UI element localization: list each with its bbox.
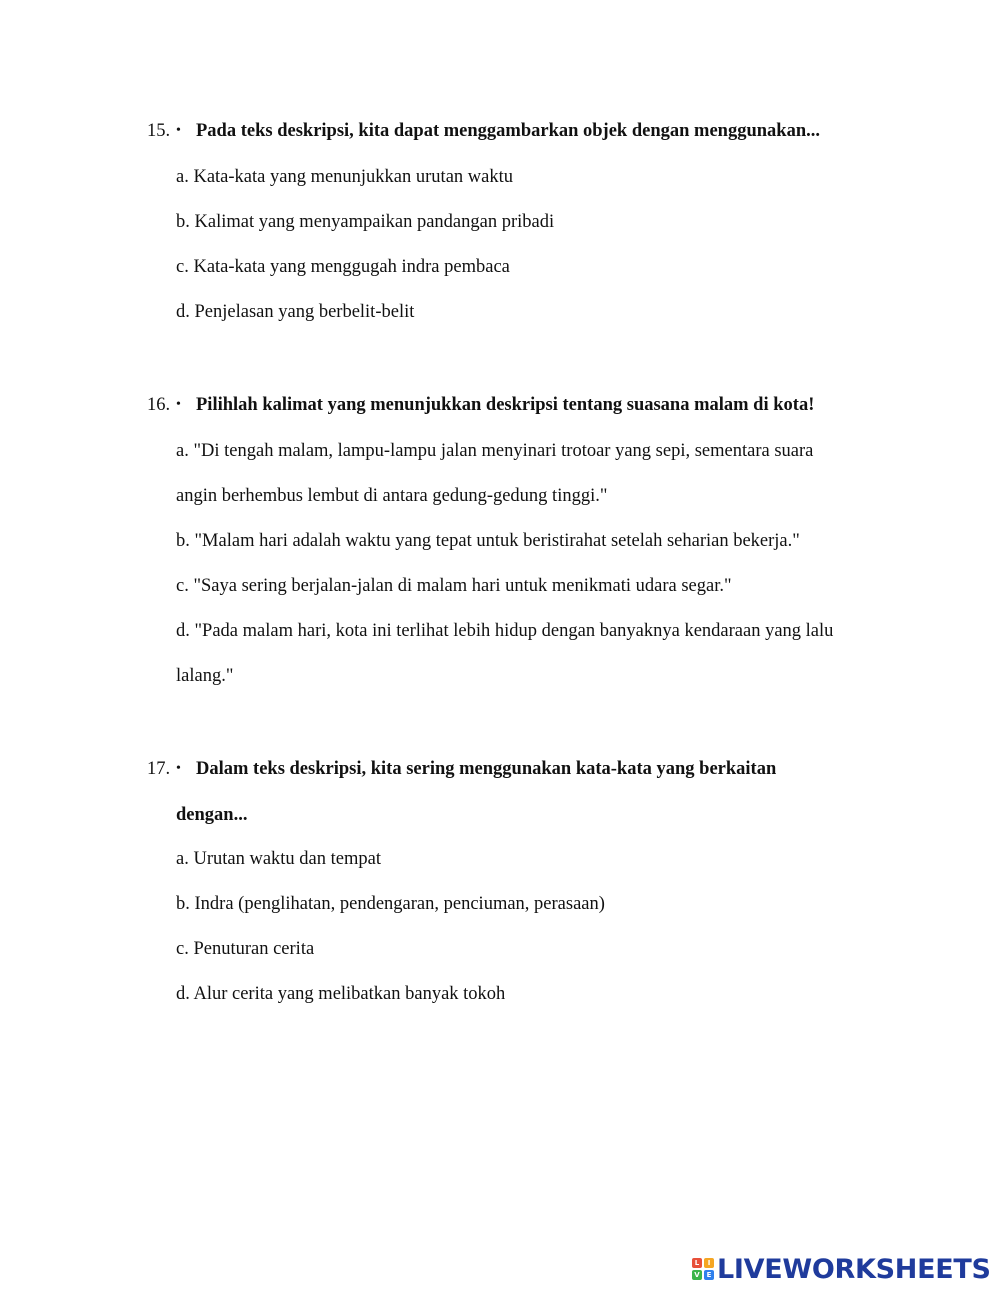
option-c: c. Kata-kata yang menggugah indra pembaca: [176, 257, 510, 277]
question-stem: Dalam teks deskripsi, kita sering menggunakan kata-kata yang berkaitan: [196, 759, 777, 779]
option-c: c. "Saya sering berjalan-jalan di malam hari untuk menikmati udara segar.": [176, 576, 732, 596]
logo-mark-icon: [692, 1258, 714, 1280]
option-d: d. Penjelasan yang berbelit-belit: [176, 302, 415, 322]
option-b: b. Indra (penglihatan, pendengaran, penciuman, perasaan): [176, 894, 605, 914]
liveworksheets-logo: [692, 1253, 991, 1285]
bullet-icon: •: [176, 761, 181, 776]
question-stem: Pada teks deskripsi, kita dapat menggambarkan objek dengan menggunakan...: [196, 121, 820, 141]
question-number: 17.: [147, 759, 171, 779]
option-b: b. Kalimat yang menyampaikan pandangan pribadi: [176, 212, 555, 232]
option-d-continued: lalang.": [176, 666, 234, 686]
option-a: a. Urutan waktu dan tempat: [176, 849, 381, 869]
option-a-continued: angin berhembus lembut di antara gedung-gedung tinggi.": [176, 486, 608, 506]
question-number: 15.: [147, 121, 171, 141]
bullet-icon: •: [176, 123, 181, 138]
logo-text: LIVEWORKSHEETS: [717, 1253, 991, 1285]
option-d: d. Alur cerita yang melibatkan banyak tokoh: [176, 984, 506, 1004]
option-b: b. "Malam hari adalah waktu yang tepat untuk beristirahat setelah seharian bekerja.": [176, 531, 800, 551]
logo-mark-cell: E: [704, 1270, 714, 1280]
question-stem-continued: dengan...: [176, 805, 248, 825]
option-a: a. Kata-kata yang menunjukkan urutan waktu: [176, 167, 513, 187]
option-d: d. "Pada malam hari, kota ini terlihat lebih hidup dengan banyaknya kendaraan yang lalu: [176, 621, 834, 641]
bullet-icon: •: [176, 397, 181, 412]
logo-mark-cell: L: [692, 1258, 702, 1268]
question-number: 16.: [147, 395, 171, 415]
logo-mark-cell: V: [692, 1270, 702, 1280]
logo-mark-cell: I: [704, 1258, 714, 1268]
option-a: a. "Di tengah malam, lampu-lampu jalan menyinari trotoar yang sepi, sementara suara: [176, 441, 814, 461]
question-stem: Pilihlah kalimat yang menunjukkan deskripsi tentang suasana malam di kota!: [196, 395, 815, 415]
option-c: c. Penuturan cerita: [176, 939, 315, 959]
